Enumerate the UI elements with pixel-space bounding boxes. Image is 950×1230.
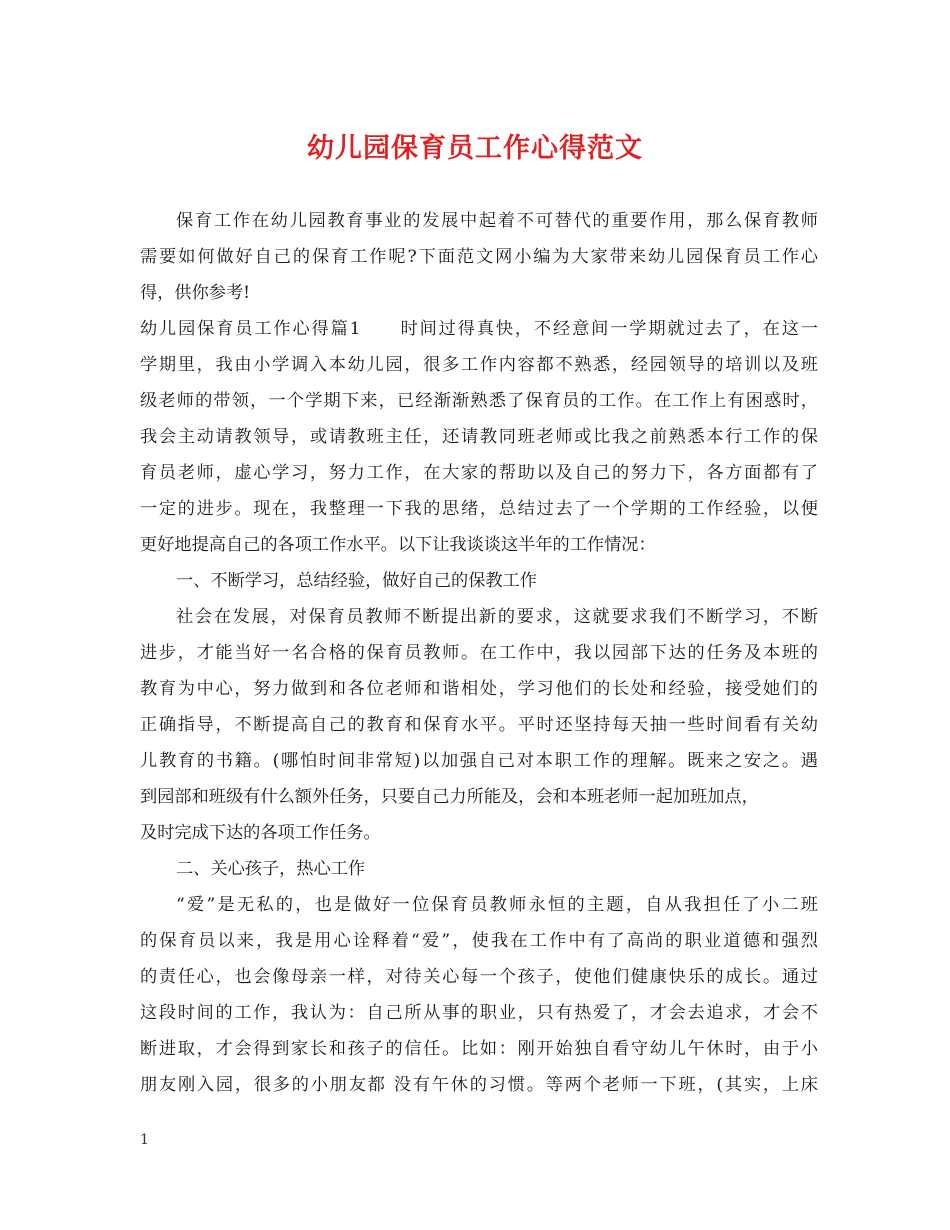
- body-line: 进步，才能当好一名合格的保育员教师。在工作中，我以园部下达的任务及本班的: [140, 643, 818, 663]
- body-line: 这段时间的工作，我认为：自己所从事的职业，只有热爱了，才会去追求，才会不: [140, 1003, 818, 1023]
- body-line: 断进取，才会得到家长和孩子的信任。比如：刚开始独自看守幼儿午休时，由于小: [140, 1039, 818, 1059]
- body-line: 我会主动请教领导，或请教班主任，还请教同班老师或比我之前熟悉本行工作的保: [140, 427, 818, 447]
- body-line: 儿教育的书籍。(哪怕时间非常短)以加强自己对本职工作的理解。既来之安之。遇: [140, 751, 818, 771]
- body-line: 保育工作在幼儿园教育事业的发展中起着不可替代的重要作用，那么保育教师: [176, 211, 818, 231]
- body-line: “爱”是无私的，也是做好一位保育员教师永恒的主题，自从我担任了小二班: [176, 895, 818, 915]
- body-line: 育员老师，虚心学习，努力工作，在大家的帮助以及自己的努力下，各方面都有了: [140, 463, 818, 483]
- body-line: 朋友刚入园，很多的小朋友都 没有午休的习惯。等两个老师一下班，(其实，上床: [140, 1075, 818, 1095]
- body-line: 的保育员以来，我是用心诠释着“爱”，使我在工作中有了高尚的职业道德和强烈: [140, 931, 818, 951]
- body-line: 二、关心孩子，热心工作: [176, 859, 366, 879]
- body-line: 及时完成下达的各项工作任务。: [140, 823, 381, 843]
- body-line: 正确指导，不断提高自己的教育和保育水平。平时还坚持每天抽一些时间看有关幼: [140, 715, 818, 735]
- body-line: 幼儿园保育员工作心得篇1 时间过得真快，不经意间一学期就过去了，在这一: [140, 319, 818, 339]
- body-line: 的责任心，也会像母亲一样，对待关心每一个孩子，使他们健康快乐的成长。通过: [140, 967, 818, 987]
- body-line: 到园部和班级有什么额外任务，只要自己力所能及，会和本班老师一起加班加点，: [140, 787, 759, 807]
- body-line: 学期里，我由小学调入本幼儿园，很多工作内容都不熟悉，经园领导的培训以及班: [140, 355, 818, 375]
- body-line: 级老师的带领，一个学期下来，已经渐渐熟悉了保育员的工作。在工作上有困惑时，: [140, 391, 818, 411]
- document-body: [140, 203, 818, 1103]
- body-line: 一、不断学习，总结经验，做好自己的保教工作: [176, 571, 537, 591]
- body-line: 得，供你参考!: [140, 283, 251, 303]
- body-line: 社会在发展，对保育员教师不断提出新的要求，这就要求我们不断学习，不断: [176, 607, 818, 627]
- page-number: 1: [140, 1132, 149, 1148]
- body-line: 需要如何做好自己的保育工作呢?下面范文网小编为大家带来幼儿园保育员工作心: [140, 247, 818, 267]
- body-line: 更好地提高自己的各项工作水平。以下让我谈谈这半年的工作情况：: [140, 535, 656, 555]
- document-title: 幼儿园保育员工作心得范文: [307, 133, 643, 164]
- body-line: 教育为中心，努力做到和各位老师和谐相处，学习他们的长处和经验，接受她们的: [140, 679, 818, 699]
- body-line: 一定的进步。现在，我整理一下我的思绪，总结过去了一个学期的工作经验，以便: [140, 499, 818, 519]
